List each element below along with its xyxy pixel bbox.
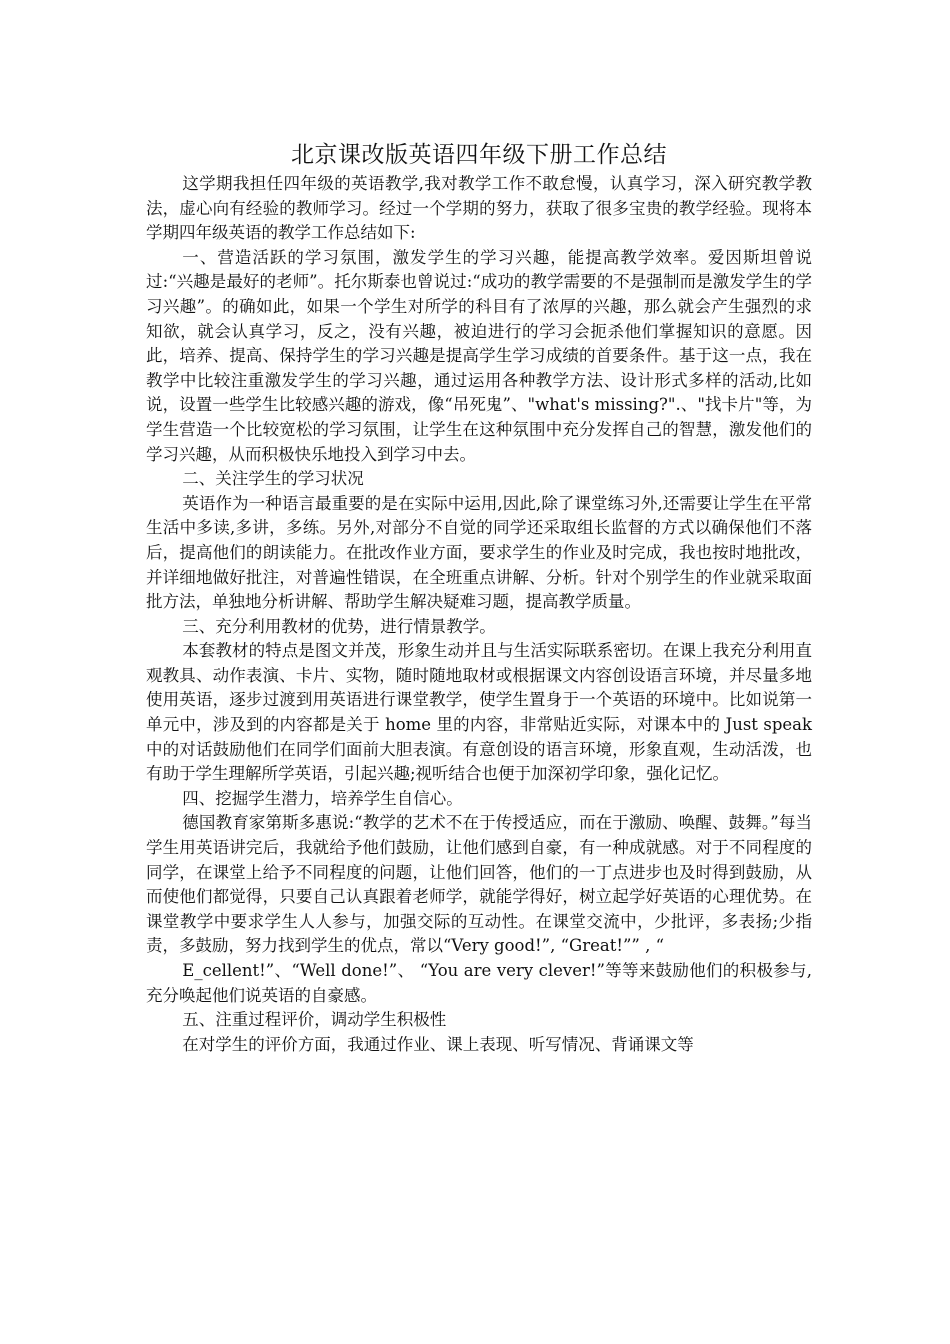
paragraph-section-5: 在对学生的评价方面，我通过作业、课上表现、听写情况、背诵课文等	[182, 1034, 694, 1054]
document-title: 北京课改版英语四年级下册工作总结	[291, 142, 667, 168]
heading-section-2: 二、关注学生的学习状况	[182, 469, 364, 489]
paragraph-section-1: 一、营造活跃的学习氛围，激发学生的学习兴趣，能提高教学效率。爱因斯坦曾说过:“兴趣是最好的老师”。托尔斯泰也曾说过:“成功的教学需要的不是强制而是激发学生的学习兴趣”。的确如此，如果一个学生对所学的科目有了浓厚的兴趣，那么就会产生强烈的求知欲，就会认真学习，反之，没有兴趣，被迫进行的学习会扼杀他们掌握知识的意愿。因此，培养、提高、保持学生的学习兴趣是提高学生学习成绩的首要条件。基于这一点，我在教学中比较注重激发学生的学习兴趣，通过运用各种教学方法、设计形式多样的活动,比如说，设置一些学生比较感兴趣的游戏，像“吊死鬼”、"what's missing?".、"找卡片"等，为学生营造一个比较宽松的学习氛围，让学生在这种氛围中充分发挥自己的智慧，激发他们的学习兴趣，从而积极快乐地投入到学习中去。	[146, 247, 812, 464]
heading-section-4: 四、挖掘学生潜力，培养学生自信心。	[182, 788, 463, 808]
paragraph-section-4: 德国教育家第斯多惠说:“教学的艺术不在于传授适应，而在于激励、唤醒、鼓舞。”每当学生用英语讲完后，我就给予他们鼓励，让他们感到自豪，有一种成就感。对于不同程度的同学，在课堂上给予不同程度的问题，让他们回答，他们的一丁点进步也及时得到鼓励，从而使他们都觉得，只要自己认真跟着老师学，就能学得好，树立起学好英语的心理优势。在课堂教学中要求学生人人参与，加强交际的互动性。在课堂交流中，少批评，多表扬;少指责，多鼓励，努力找到学生的优点，常以“Very good!”, “Great!”” , “	[146, 813, 812, 956]
paragraph-section-3: 本套教材的特点是图文并茂，形象生动并且与生活实际联系密切。在课上我充分利用直观教具、动作表演、卡片、实物，随时随地取材或根据课文内容创设语言环境，并尽量多地使用英语，逐步过渡到用英语进行课堂教学，使学生置身于一个英语的环境中。比如说第一单元中，涉及到的内容都是关于 home 里的内容，非常贴近实际，对课本中的 Just speak 中的对话鼓励他们在同学们面前大胆表演。有意创设的语言环境，形象直观，生动活泼，也有助于学生理解所学英语，引起兴趣;视听结合也便于加深初学印象，强化记忆。	[146, 641, 812, 784]
paragraph-section-2: 英语作为一种语言最重要的是在实际中运用,因此,除了课堂练习外,还需要让学生在平常生活中多读,多讲，多练。另外,对部分不自觉的同学还采取组长监督的方式以确保他们不落后，提高他们的朗读能力。在批改作业方面，要求学生的作业及时完成，我也按时地批改，并详细地做好批注，对普遍性错误，在全班重点讲解、分析。针对个别学生的作业就采取面批方法，单独地分析讲解、帮助学生解决疑难习题，提高教学质量。	[146, 493, 812, 612]
paragraph-section-4-continued: E_cellent!”、“Well done!”、 “You are very clever!”等等来鼓励他们的积极参与,充分唤起他们说英语的自豪感。	[146, 961, 812, 1005]
paragraph-intro: 这学期我担任四年级的英语教学,我对教学工作不敢怠慢，认真学习，深入研究教学教法，虚心向有经验的教师学习。经过一个学期的努力，获取了很多宝贵的教学经验。现将本学期四年级英语的教学工作总结如下:	[146, 174, 812, 243]
document-body	[146, 140, 812, 1057]
heading-section-5: 五、注重过程评价，调动学生积极性	[182, 1010, 447, 1030]
heading-section-3: 三、充分利用教材的优势，进行情景教学。	[182, 616, 496, 636]
